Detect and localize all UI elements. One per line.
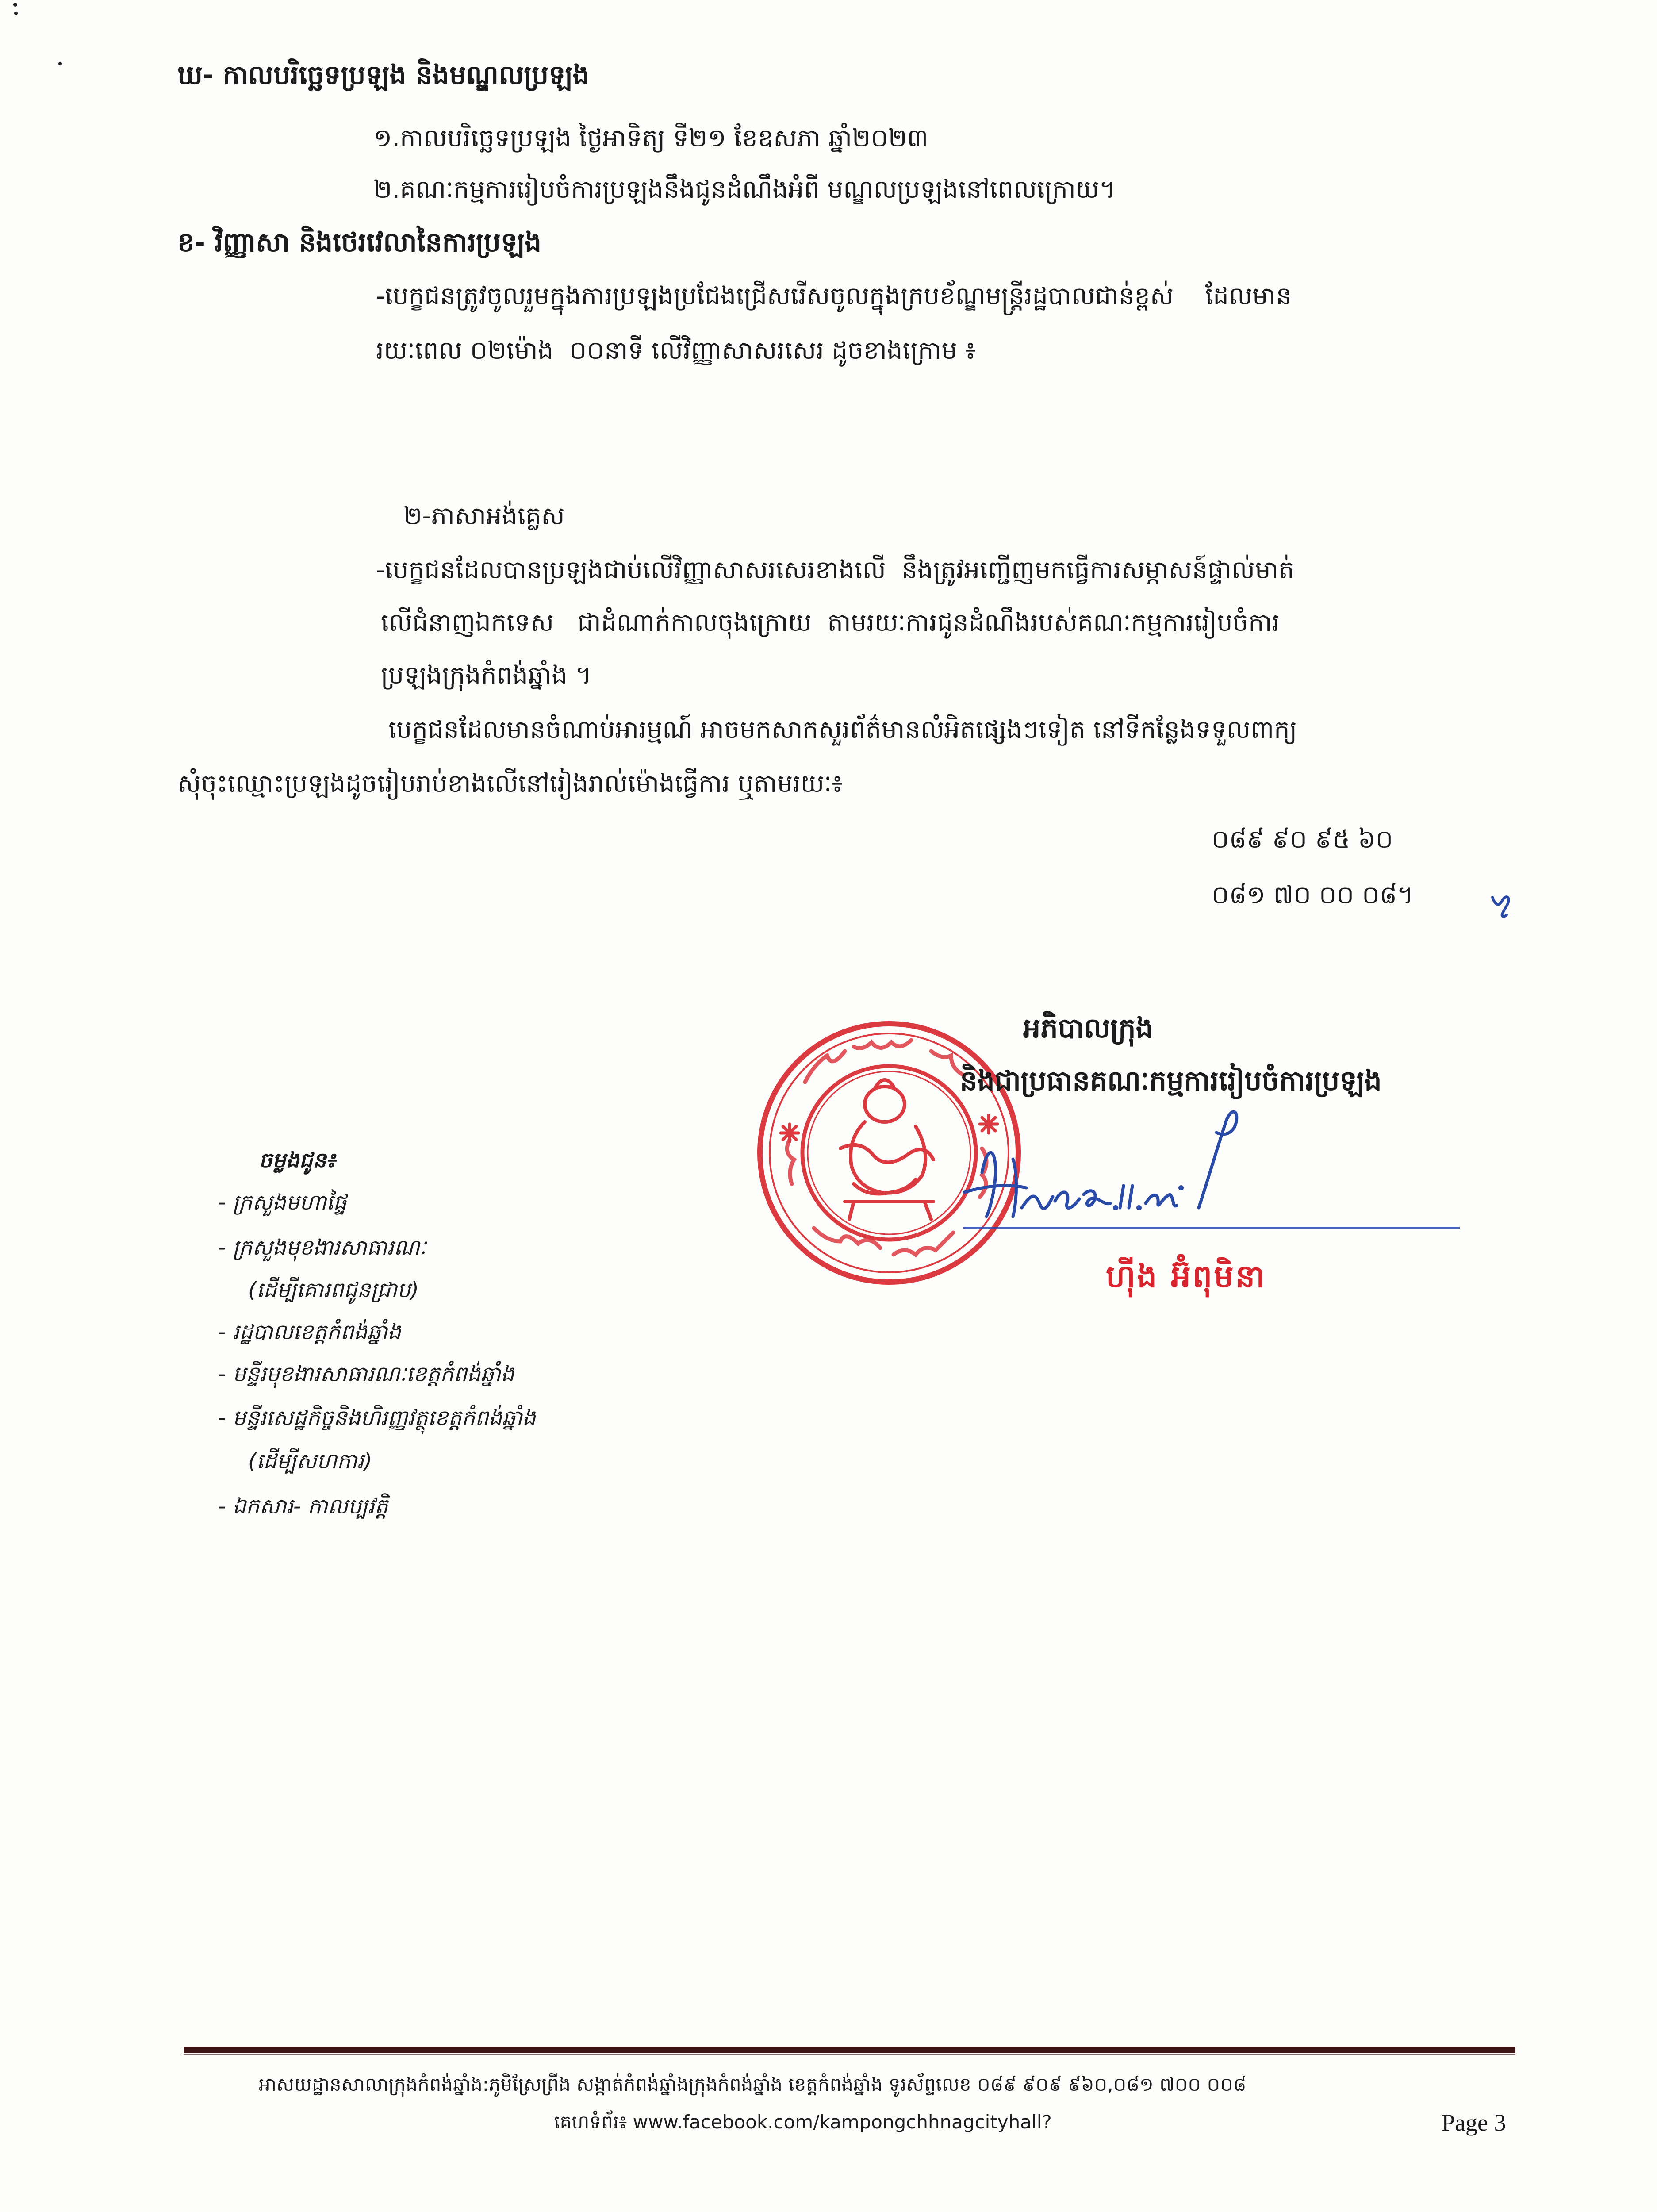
contact-phone: ០៨១ ៧០ ០០ ០៨។ xyxy=(1212,881,1414,910)
contact-row xyxy=(373,868,1515,922)
contact-phone: ០៨៩ ៩០ ៩៥ ៦០ xyxy=(1212,825,1393,854)
copy-to-item: - មន្ទីរមុខងារសាធារណៈខេត្តកំពង់ឆ្នាំង xyxy=(218,1362,514,1386)
exam-intro-line: -បេក្ខជនត្រូវចូលរួមក្នុងការប្រឡងប្រជែងជ្រើសរើសចូលក្នុងក្របខ័ណ្ឌមន្ត្រីរដ្ឋបាលជាន់ខ្ពស់ ដែលមាន xyxy=(376,282,1292,311)
contact-row xyxy=(373,813,1515,867)
handwritten-initial-icon xyxy=(1489,887,1517,920)
exam-schedule-heading: ឃ- កាលបរិច្ឆេទប្រឡង និងមណ្ឌលប្រឡង xyxy=(177,60,590,91)
inquiry-line: បេក្ខជនដែលមានចំណាប់អារម្មណ៍ អាចមកសាកសួរព័ត៌មានលំអិតផ្សេងៗទៀត នៅទីកន្លែងទទួលពាក្យ xyxy=(388,715,1297,744)
exam-subjects-heading: ខ- វិញ្ញាសា និងថេរវេលានៃការប្រឡង xyxy=(177,227,542,258)
copy-to-note: (ដើម្បីគោរពជូនជ្រាប) xyxy=(248,1278,419,1302)
copy-to-item: - ឯកសារ- កាលប្បវត្តិ xyxy=(218,1494,388,1519)
interview-line: ប្រឡងក្រុងកំពង់ឆ្នាំង ។ xyxy=(381,661,592,690)
interview-line: លើជំនាញឯកទេស ជាដំណាក់កាលចុងក្រោយ តាមរយៈការជូនដំណឹងរបស់គណៈកម្មការរៀបចំការ xyxy=(381,608,1280,637)
footer-divider-thin xyxy=(184,2054,1515,2055)
copy-to-item: - ក្រសួងមហាផ្ទៃ xyxy=(218,1190,347,1215)
signer-title: អភិបាលក្រុង xyxy=(1023,1012,1153,1044)
copy-to-note: (ដើម្បីសហការ) xyxy=(248,1449,372,1474)
subject-2-line: ២-ភាសាអង់គ្លេស xyxy=(403,502,565,530)
copy-to-heading: ចម្លងជូន៖ xyxy=(259,1148,336,1173)
exam-venue-line: ២.គណៈកម្មការរៀបចំការប្រឡងនឹងជូនដំណឹងអំពី មណ្ឌលប្រឡងនៅពេលក្រោយ។ xyxy=(373,175,1116,204)
page-number: Page 3 xyxy=(1442,2109,1506,2136)
handwritten-signature xyxy=(951,1097,1305,1243)
copy-to-item: - មន្ទីរសេដ្ឋកិច្ចនិងហិរញ្ញវត្ថុខេត្តកំពង់ឆ្នាំង xyxy=(218,1406,536,1430)
footer-divider xyxy=(184,2047,1515,2053)
scan-speck xyxy=(14,12,18,15)
exam-date-line: ១.កាលបរិច្ឆេទប្រឡង ថ្ងៃអាទិត្យ ទី២១ ខែឧសភា ឆ្នាំ២០២៣ xyxy=(373,124,928,153)
interview-line: -បេក្ខជនដែលបានប្រឡងជាប់លើវិញ្ញាសាសរសេរខាងលើ នឹងត្រូវអញ្ជើញមកធ្វើការសម្ភាសន៍ផ្ទាល់មាត់ xyxy=(376,556,1294,584)
exam-intro-line: រយៈពេល ០២ម៉ោង ០០នាទី លើវិញ្ញាសាសរសេរ ដូចខាងក្រោម ៖ xyxy=(376,336,976,365)
signer-name: ហ៊ីង អ៊ំពុមិនា xyxy=(1106,1258,1267,1294)
copy-to-item: - រដ្ឋបាលខេត្តកំពង់ឆ្នាំង xyxy=(218,1320,401,1344)
copy-to-item: - ក្រសួងមុខងារសាធារណៈ xyxy=(218,1235,426,1260)
signature-line xyxy=(963,1227,1460,1229)
subject-1-line-cont xyxy=(426,434,1515,488)
footer-website: គេហទំព័រ៖ www.facebook.com/kampongchhnagcityhall? xyxy=(554,2111,1052,2133)
signer-title-secondary: និងជាប្រធានគណៈកម្មការរៀបចំការប្រឡង xyxy=(960,1064,1382,1097)
scan-speck xyxy=(13,3,17,7)
subject-1-line xyxy=(403,381,1515,435)
inquiry-line: សុំចុះឈ្មោះប្រឡងដូចរៀបរាប់ខាងលើនៅរៀងរាល់ម៉ោងធ្វើការ ឬតាមរយៈ៖ xyxy=(177,769,843,798)
footer-address: អាសយដ្ឋានសាលាក្រុងកំពង់ឆ្នាំង:ភូមិស្រែព្រីង សង្កាត់កំពង់ឆ្នាំងក្រុងកំពង់ឆ្នាំង ខេត្តកំពង់ឆ្នាំង ទូរស័ព្ទលេខ ០៨៩ ៩០៩ ៩៦០,០៨១ ៧០០ ០០៨ xyxy=(259,2074,1247,2095)
scan-speck xyxy=(58,62,62,65)
